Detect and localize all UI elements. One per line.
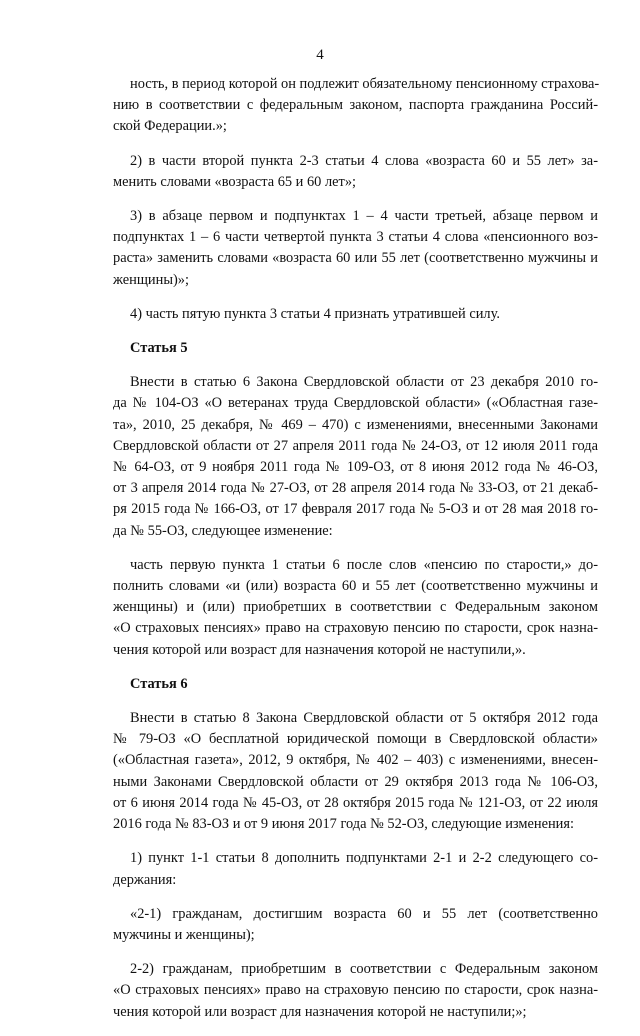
text-line: 2) в части второй пункта 2-3 статьи 4 слова «возраста 60 и 55 лет» за-	[130, 152, 598, 169]
text-line: 2016 года № 83-ОЗ и от 9 июня 2017 года № 52-ОЗ, следующие изменения:	[113, 816, 574, 833]
text-line: от 6 июня 2014 года № 45-ОЗ, от 28 октября 2015 года № 121-ОЗ, от 22 июля	[113, 794, 598, 811]
text-line: № 79-ОЗ «О бесплатной юридической помощи в Свердловской области»	[113, 731, 598, 748]
text-line: подпунктах 1 – 6 части четвертой пункта 3 статьи 4 слова «пенсионного воз-	[113, 229, 598, 246]
text-line: да № 55-ОЗ, следующее изменение:	[113, 522, 333, 539]
text-line: «2-1) гражданам, достигшим возраста 60 и 55 лет (соответственно	[130, 905, 598, 922]
text-line: ность, в период которой он подлежит обязательному пенсионному страхова-	[130, 76, 600, 92]
article-heading: Статья 6	[130, 675, 188, 692]
text-line: от 3 апреля 2014 года № 27-ОЗ, от 28 апреля 2014 года № 33-ОЗ, от 21 декаб-	[113, 480, 598, 497]
text-line: 1) пункт 1-1 статьи 8 дополнить подпунктами 2-1 и 2-2 следующего со-	[130, 850, 598, 867]
paragraph	[113, 304, 598, 325]
text-line: женщины) и (или) приобретших в соответствии с Федеральным законом	[113, 599, 598, 616]
paragraph	[113, 206, 598, 291]
text-line: чения которой или возраст для назначения которой не наступили;»;	[113, 1003, 527, 1020]
text-line: полнить словами «и (или) возраста 60 и 55 лет (соответственно мужчины и	[113, 578, 598, 595]
text-line: «О страховых пенсиях» право на страховую пенсию по старости, срок назна-	[113, 620, 598, 637]
paragraph	[113, 848, 598, 890]
page-number: 4	[316, 47, 324, 63]
text-line: Внести в статью 8 Закона Свердловской области от 5 октября 2012 года	[130, 710, 598, 727]
text-line: 3) в абзаце первом и подпунктах 1 – 4 части третьей, абзаце первом и	[130, 208, 598, 225]
text-line: «О страховых пенсиях» право на страховую пенсию по старости, срок назна-	[113, 982, 598, 999]
paragraph	[113, 74, 598, 138]
document-body	[113, 74, 598, 1036]
text-line: чения которой или возраст для назначения которой не наступили,».	[113, 641, 526, 658]
paragraph	[113, 904, 598, 946]
text-line: ря 2015 года № 166-ОЗ, от 17 февраля 2017 года № 5-ОЗ и от 28 мая 2018 го-	[113, 501, 598, 518]
text-line: держания:	[113, 871, 177, 888]
paragraph	[113, 959, 598, 1023]
text-line: 2-2) гражданам, приобретшим в соответствии с Федеральным законом	[130, 961, 598, 978]
text-line: ской Федерации.»;	[113, 118, 227, 135]
text-line: № 64-ОЗ, от 9 ноября 2011 года № 109-ОЗ, от 8 июня 2012 года № 46-ОЗ,	[113, 459, 598, 476]
text-line: менить словами «возраста 65 и 60 лет»;	[113, 173, 357, 190]
text-line: мужчины и женщины);	[113, 926, 255, 943]
text-line: нию в соответствии с федеральным законом, паспорта гражданина Россий-	[113, 97, 598, 114]
article-heading: Статья 5	[130, 340, 188, 357]
text-line: часть первую пункта 1 статьи 6 после слов «пенсию по старости,» до-	[130, 556, 598, 573]
text-line: раста» заменить словами «возраста 60 или 55 лет (соответственно мужчины и	[113, 250, 598, 267]
paragraph	[113, 372, 598, 542]
paragraph	[113, 708, 598, 835]
text-line: («Областная газета», 2012, 9 октября, № 402 – 403) с изменениями, внесен-	[113, 752, 598, 769]
text-line: да № 104-ОЗ «О ветеранах труда Свердловской области» («Областная газе-	[113, 395, 598, 412]
paragraph	[113, 555, 598, 661]
text-line: Внести в статью 6 Закона Свердловской области от 23 декабря 2010 го-	[130, 374, 598, 391]
text-line: 4) часть пятую пункта 3 статьи 4 признать утратившей силу.	[130, 305, 500, 322]
text-line: та», 2010, 25 декабря, № 469 – 470) с изменениями, внесенными Законами	[113, 416, 598, 433]
text-line: женщины)»;	[113, 271, 189, 288]
paragraph	[113, 151, 598, 193]
text-line: Свердловской области от 27 апреля 2011 года № 24-ОЗ, от 12 июля 2011 года	[113, 437, 598, 454]
text-line: ными Законами Свердловской области от 29 октября 2013 года № 106-ОЗ,	[113, 773, 598, 790]
